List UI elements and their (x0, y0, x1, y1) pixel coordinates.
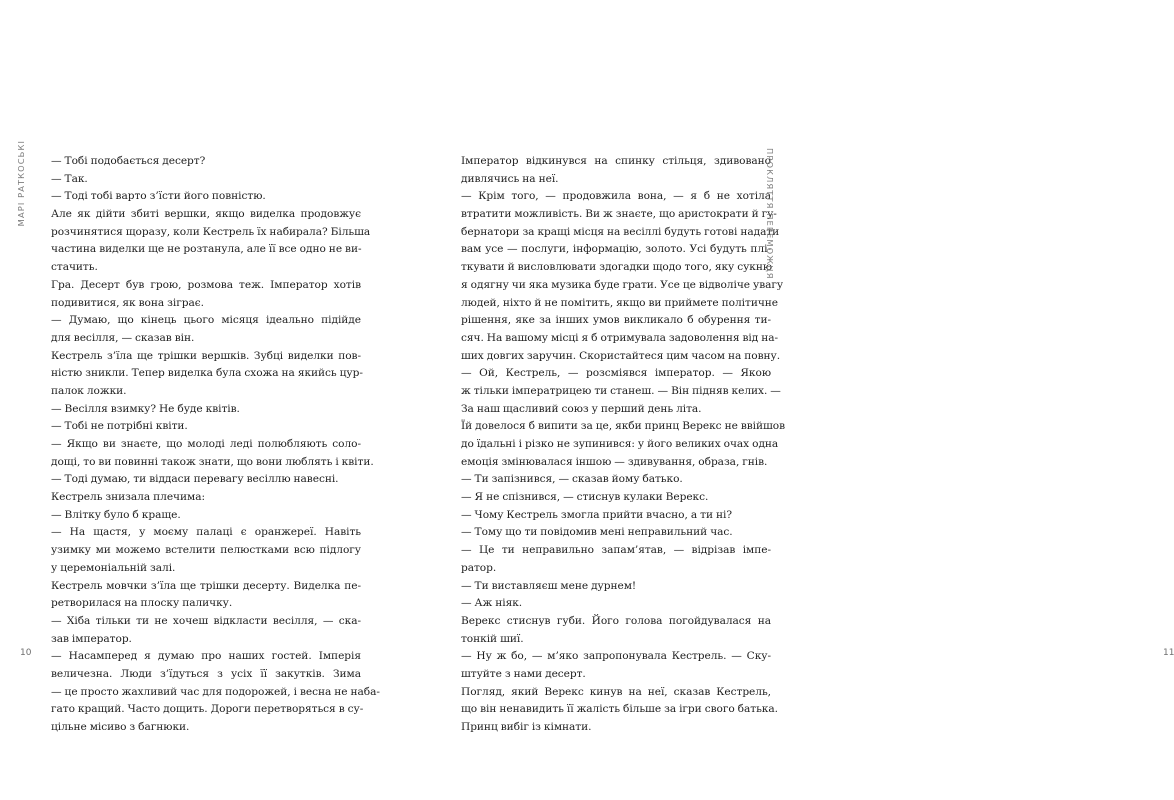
text-line: Принц вибіг із кімнати. (461, 721, 592, 733)
text-line: — Крім того, — продовжила вона, — я б не хотіла (461, 190, 771, 203)
right-page (400, 0, 1174, 800)
text-line: — це просто жахливий час для подорожей, і весна не наба- (51, 685, 380, 698)
text-line: величезна. Люди з’їдуться з усіх її закутків. Зима (51, 667, 361, 680)
right-page-text (461, 153, 786, 737)
text-line: — На щастя, у моєму палаці є оранжереї. Навіть (51, 526, 361, 539)
text-line: частина виделки ще не розтанула, але її все одно не ви- (51, 243, 362, 256)
text-line: — Чому Кестрель змогла прийти вчасно, а ти ні? (461, 508, 732, 521)
text-line: — Тому що ти повідомив мені неправильний час. (461, 526, 733, 539)
text-line: — Тоді думаю, ти віддаси перевагу весіллю навесні. (51, 473, 339, 486)
text-line: — Думаю, що кінець цього місяця ідеально підійде (51, 314, 361, 327)
text-line: дивлячись на неї. (461, 172, 559, 185)
text-line: Гра. Десерт був грою, розмова теж. Імператор хотів (51, 278, 361, 291)
text-line: у церемоніальній залі. (51, 561, 176, 574)
text-line: ж тільки імператрицею ти станеш. — Він підняв келих. — (461, 384, 781, 397)
text-line: штуйте з нами десерт. (461, 667, 586, 680)
text-line: — Аж ніяк. (461, 597, 523, 610)
text-line: подивитися, як вона зіграє. (51, 296, 204, 309)
text-line: — Тобі не потрібні квіти. (51, 420, 188, 433)
text-line: емоція змінювалася іншою — здивування, образа, гнів. (461, 455, 768, 468)
page-number-right: 11 (1163, 648, 1174, 658)
text-line: Імператор відкинувся на спинку стільця, здивовано (461, 155, 771, 167)
text-line: дощі, то ви повинні також знати, що вони люблять і квіти. (51, 455, 374, 468)
text-line: стачить. (51, 261, 98, 274)
text-line: — Ти запізнився, — сказав йому батько. (461, 473, 683, 486)
text-line: до їдальні і різко не зупинився: у його великих очах одна (461, 438, 779, 450)
text-line: для весілля, — сказав він. (51, 331, 195, 344)
text-line: — Це ти неправильно запам’ятав, — відрізав імпе- (461, 544, 771, 557)
text-line: — Якщо ви знаєте, що молоді леді полюбляють соло- (51, 438, 361, 450)
text-line: Верекс стиснув губи. Його голова погойдувалася на (461, 614, 771, 627)
text-line: Кестрель знизала плечима: (51, 491, 205, 504)
text-line: я одягну чи яка музика буде грати. Усе це відволіче увагу (461, 278, 784, 291)
left-page-text (51, 153, 380, 737)
text-line: ретворилася на плоску паличку. (51, 597, 233, 610)
text-line: вам усе — послуги, інформацію, золото. Усі будуть плі- (461, 243, 771, 256)
text-line: Але як дійти збиті вершки, якщо виделка продовжує (51, 208, 361, 221)
running-head-author: МАРІ РАТКОСЬКІ (16, 140, 26, 227)
text-line: ратор. (461, 561, 497, 574)
text-line: ністю зникли. Тепер виделка була схожа на якийсь цур- (51, 367, 363, 380)
text-line: — Ой, Кестрель, — розсміявся імператор. — Якою (461, 367, 771, 380)
text-line: — Весілля взимку? Не буде квітів. (51, 402, 240, 415)
running-head-title: ПРОКЛЯТТЯ ПЕРЕМОЖЦЯ (765, 148, 775, 280)
text-line: гато кращий. Часто дощить. Дороги перетворяться в су- (51, 703, 364, 716)
text-line: — Хіба тільки ти не хочеш відкласти весілля, — ска- (51, 614, 361, 627)
text-line: тонкій шиї. (461, 632, 524, 645)
text-line: сяч. На вашому місці я б отримувала задоволення від на- (461, 331, 779, 344)
text-line: — Насамперед я думаю про наших гостей. Імперія (51, 650, 361, 663)
text-line: людей, ніхто й не помітить, якщо ви приймете політичне (461, 296, 779, 309)
text-line: цільне місиво з багнюки. (51, 721, 190, 733)
left-page (0, 0, 400, 800)
text-line: бернатори за кращі місця на весіллі будуть готові надати (461, 225, 780, 238)
text-line: — Тоді тобі варто з’їсти його повністю. (51, 190, 266, 203)
text-line: палок ложки. (51, 384, 127, 397)
text-line: Погляд, який Верекс кинув на неї, сказав Кестрель, (461, 685, 771, 698)
text-line: Кестрель мовчки з’їла ще трішки десерту. Виделка пе- (51, 579, 361, 592)
text-line: — Так. (51, 172, 88, 185)
text-line: рішення, яке за інших умов викликало б обурення ти- (461, 314, 771, 327)
text-line: що він ненавидить її жалість більше за ігри свого батька. (461, 703, 778, 716)
text-line: зав імператор. (51, 632, 132, 645)
text-line: — Я не спізнився, — стиснув кулаки Верекс. (461, 491, 709, 504)
text-line: За наш щасливий союз у перший день літа. (461, 402, 702, 415)
page-number-left: 10 (20, 648, 32, 658)
text-line: — Ну ж бо, — м’яко запропонувала Кестрель. — Ску- (461, 650, 771, 663)
text-line: узимку ми можемо встелити пелюстками всю підлогу (51, 544, 361, 557)
text-line: Кестрель з’їла ще трішки вершків. Зубці виделки пов- (51, 349, 361, 362)
text-line: ткувати й висловлювати здогадки щодо того, яку сукню (461, 261, 773, 274)
text-line: — Влітку було б краще. (51, 508, 181, 521)
text-line: розчинятися щоразу, коли Кестрель їх набирала? Більша (51, 225, 371, 238)
text-line: втратити можливість. Ви ж знаєте, що аристократи й гу- (461, 208, 777, 221)
text-line: ших довгих заручин. Скористайтеся цим часом на повну. (461, 349, 781, 362)
text-line: — Тобі подобається десерт? (51, 155, 206, 167)
text-line: Їй довелося б випити за це, якби принц Верекс не ввійшов (461, 420, 786, 433)
text-line: — Ти виставляєш мене дурнем! (461, 579, 637, 592)
